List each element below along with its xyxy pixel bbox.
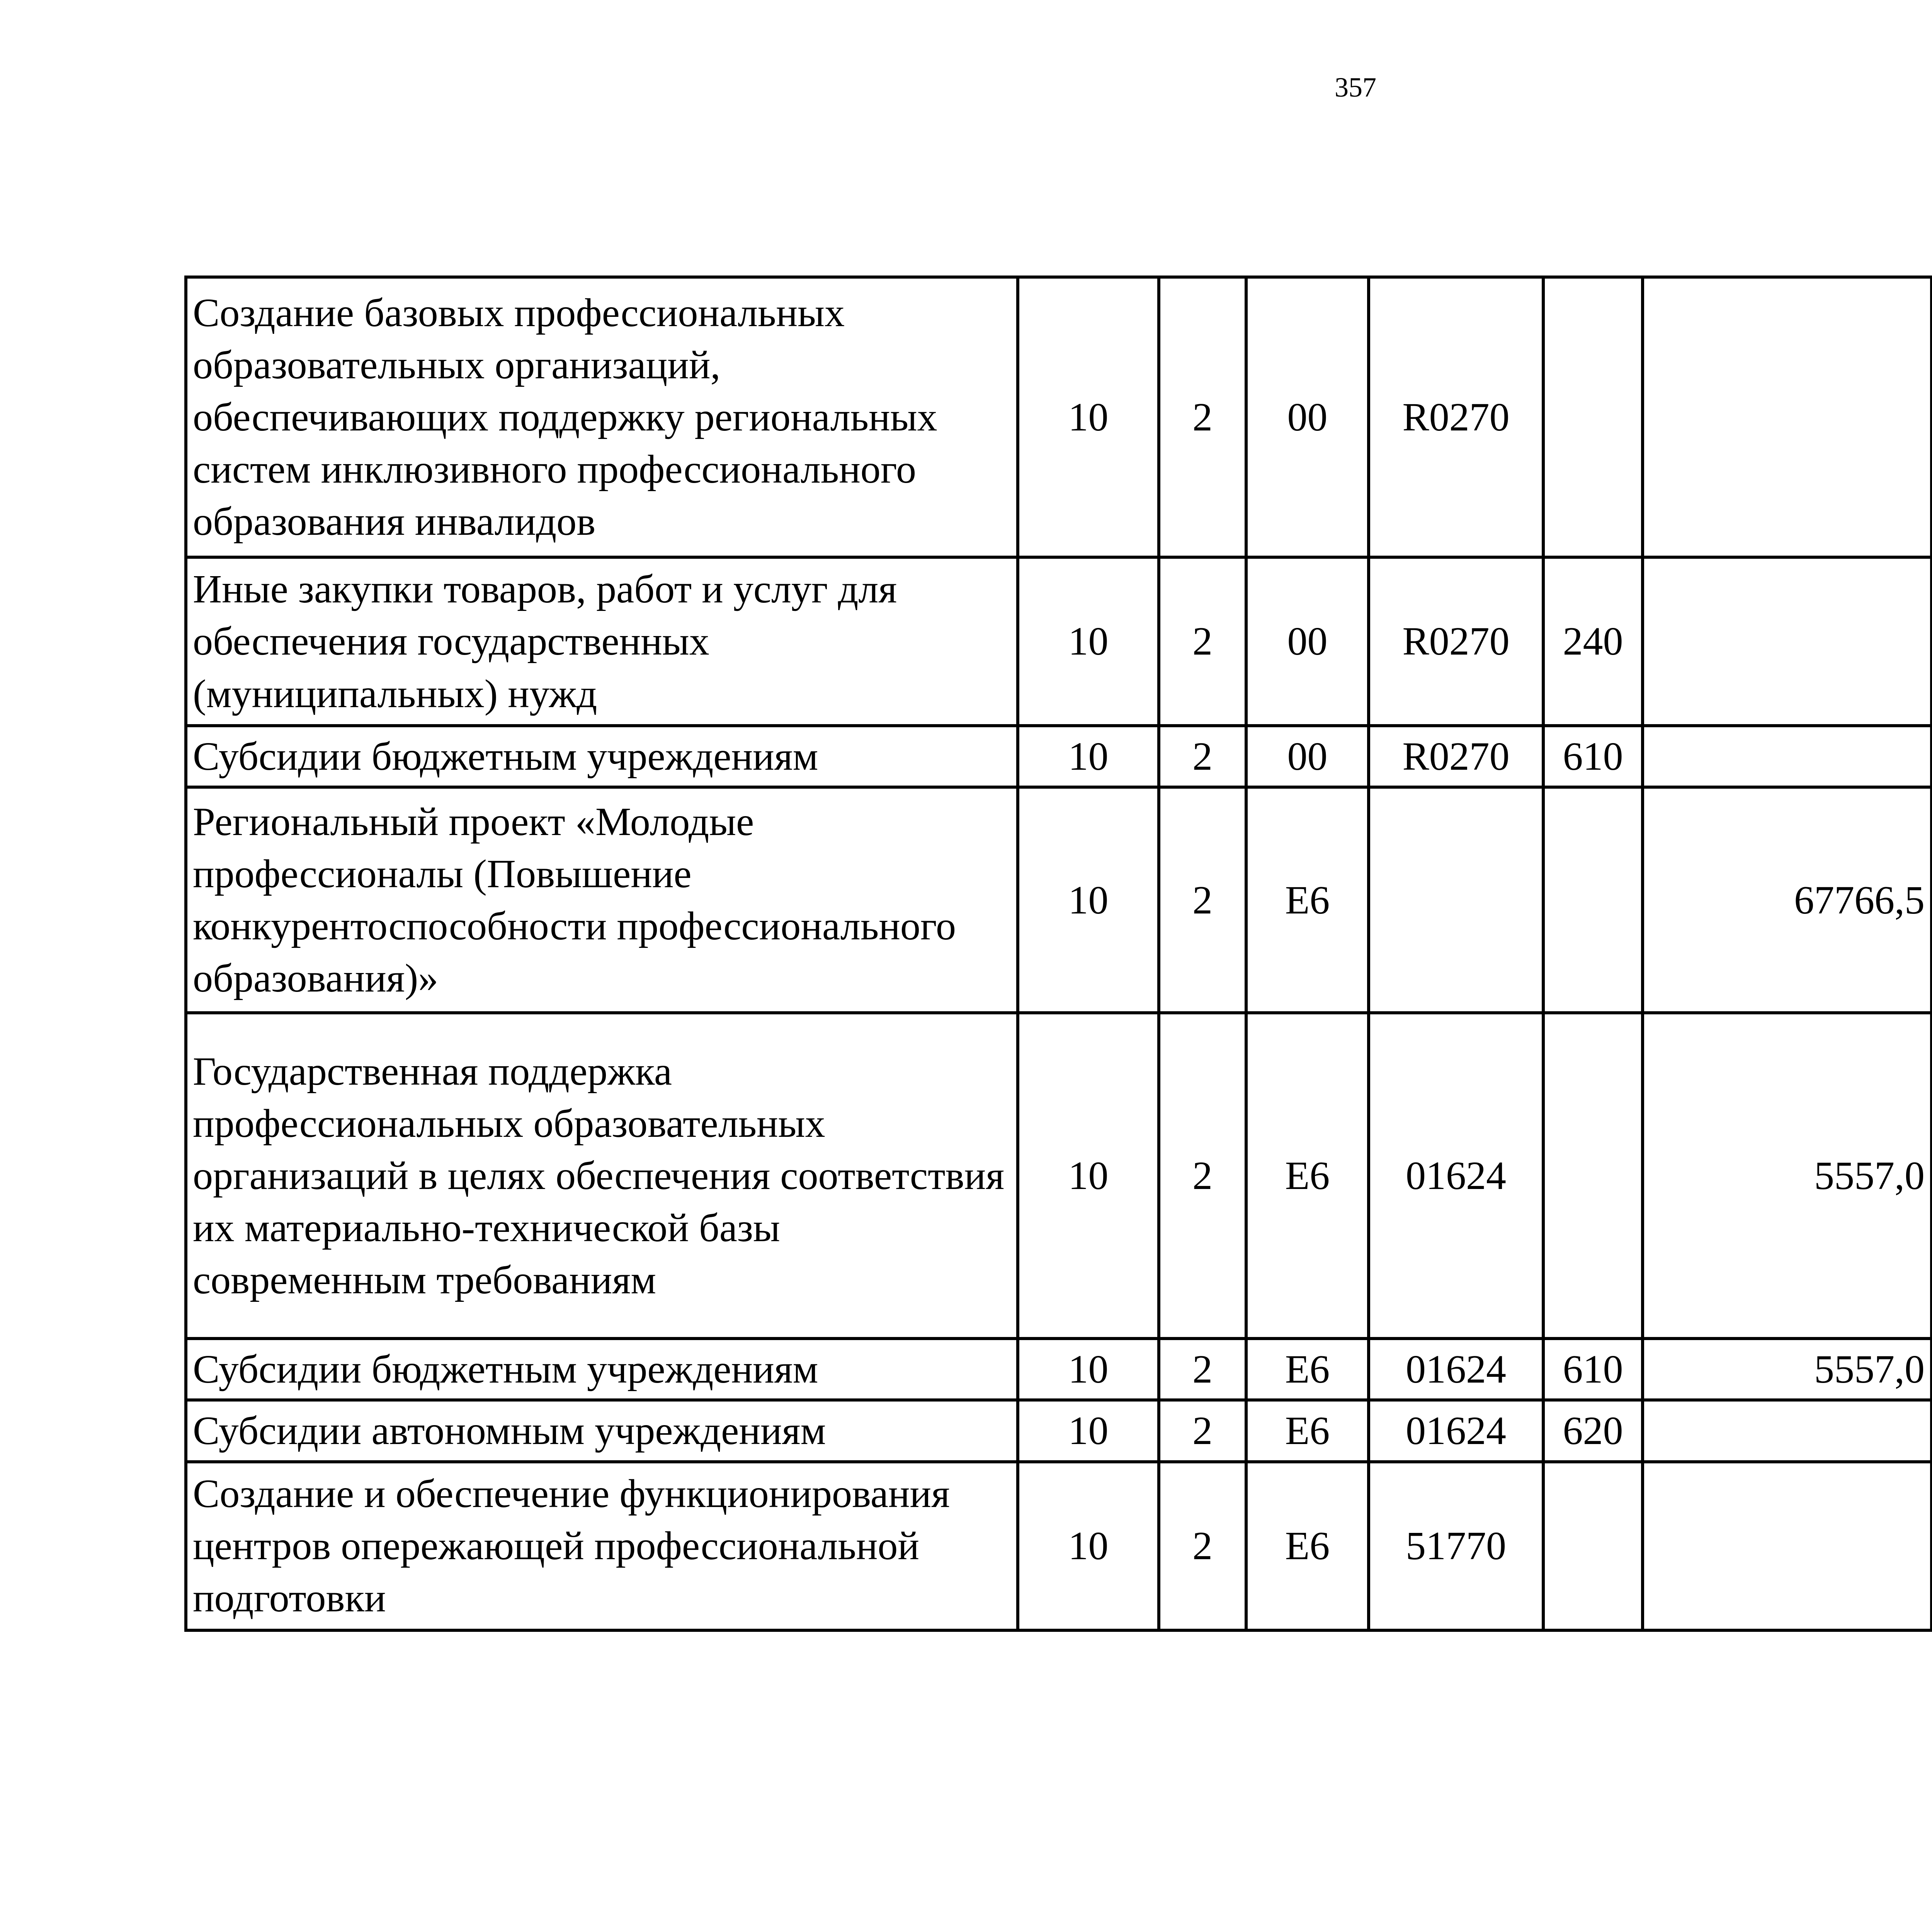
target-code-cell xyxy=(1369,787,1543,1013)
row-name-cell: Субсидии бюджетным учреждениям xyxy=(186,726,1018,787)
section-code-cell: 10 xyxy=(1018,787,1159,1013)
subsection-code-cell: 2 xyxy=(1159,726,1246,787)
row-name-cell: Иные закупки товаров, работ и услуг для обеспечения государственных (муниципальных) нужд xyxy=(186,557,1018,726)
target-code-cell: 01624 xyxy=(1369,1013,1543,1339)
amount-cell-1: 5557,0 xyxy=(1643,1013,1932,1339)
program-code-cell: E6 xyxy=(1246,1339,1369,1400)
expense-type-cell xyxy=(1543,277,1643,557)
expense-type-cell xyxy=(1543,787,1643,1013)
program-code-cell: E6 xyxy=(1246,787,1369,1013)
program-code-cell: 00 xyxy=(1246,277,1369,557)
subsection-code-cell: 2 xyxy=(1159,1462,1246,1630)
subsection-code-cell: 2 xyxy=(1159,1339,1246,1400)
table-row xyxy=(186,1339,1932,1400)
program-code-cell: 00 xyxy=(1246,726,1369,787)
amount-cell-1 xyxy=(1643,277,1932,557)
subsection-code-cell: 2 xyxy=(1159,1013,1246,1339)
section-code-cell: 10 xyxy=(1018,726,1159,787)
program-code-cell: 00 xyxy=(1246,557,1369,726)
target-code-cell: R0270 xyxy=(1369,726,1543,787)
subsection-code-cell: 2 xyxy=(1159,1400,1246,1461)
expense-type-cell: 240 xyxy=(1543,557,1643,726)
section-code-cell: 10 xyxy=(1018,1339,1159,1400)
expense-type-cell: 620 xyxy=(1543,1400,1643,1461)
expense-type-cell xyxy=(1543,1013,1643,1339)
table-row xyxy=(186,1462,1932,1630)
row-name-cell: Субсидии бюджетным учреждениям xyxy=(186,1339,1018,1400)
budget-table xyxy=(184,276,1932,1632)
amount-cell-1 xyxy=(1643,726,1932,787)
row-name-cell: Региональный проект «Молодые профессионалы (Повышение конкурентоспособности профессионального образования)» xyxy=(186,787,1018,1013)
section-code-cell: 10 xyxy=(1018,277,1159,557)
subsection-code-cell: 2 xyxy=(1159,557,1246,726)
target-code-cell: R0270 xyxy=(1369,277,1543,557)
subsection-code-cell: 2 xyxy=(1159,787,1246,1013)
program-code-cell: E6 xyxy=(1246,1462,1369,1630)
table-row xyxy=(186,277,1932,557)
amount-cell-1 xyxy=(1643,557,1932,726)
row-name-cell: Создание и обеспечение функционирования центров опережающей профессиональной подготовки xyxy=(186,1462,1018,1630)
page-number: 357 xyxy=(1335,72,1376,103)
expense-type-cell: 610 xyxy=(1543,726,1643,787)
row-name-cell: Государственная поддержка профессиональных образовательных организаций в целях обеспечения соответствия их материально-технической базы современным требованиям xyxy=(186,1013,1018,1339)
section-code-cell: 10 xyxy=(1018,1462,1159,1630)
section-code-cell: 10 xyxy=(1018,557,1159,726)
target-code-cell: 01624 xyxy=(1369,1339,1543,1400)
target-code-cell: 51770 xyxy=(1369,1462,1543,1630)
subsection-code-cell: 2 xyxy=(1159,277,1246,557)
section-code-cell: 10 xyxy=(1018,1013,1159,1339)
section-code-cell: 10 xyxy=(1018,1400,1159,1461)
amount-cell-1 xyxy=(1643,1462,1932,1630)
amount-cell-1: 67766,5 xyxy=(1643,787,1932,1013)
table-row xyxy=(186,787,1932,1013)
expense-type-cell: 610 xyxy=(1543,1339,1643,1400)
target-code-cell: 01624 xyxy=(1369,1400,1543,1461)
row-name-cell: Создание базовых профессиональных образовательных организаций, обеспечивающих поддержку региональных систем инклюзивного профессионального образования инвалидов xyxy=(186,277,1018,557)
program-code-cell: E6 xyxy=(1246,1013,1369,1339)
program-code-cell: E6 xyxy=(1246,1400,1369,1461)
expense-type-cell xyxy=(1543,1462,1643,1630)
table-row xyxy=(186,1013,1932,1339)
amount-cell-1 xyxy=(1643,1400,1932,1461)
table-row xyxy=(186,1400,1932,1461)
amount-cell-1: 5557,0 xyxy=(1643,1339,1932,1400)
table-row xyxy=(186,557,1932,726)
row-name-cell: Субсидии автономным учреждениям xyxy=(186,1400,1018,1461)
target-code-cell: R0270 xyxy=(1369,557,1543,726)
table-row xyxy=(186,726,1932,787)
